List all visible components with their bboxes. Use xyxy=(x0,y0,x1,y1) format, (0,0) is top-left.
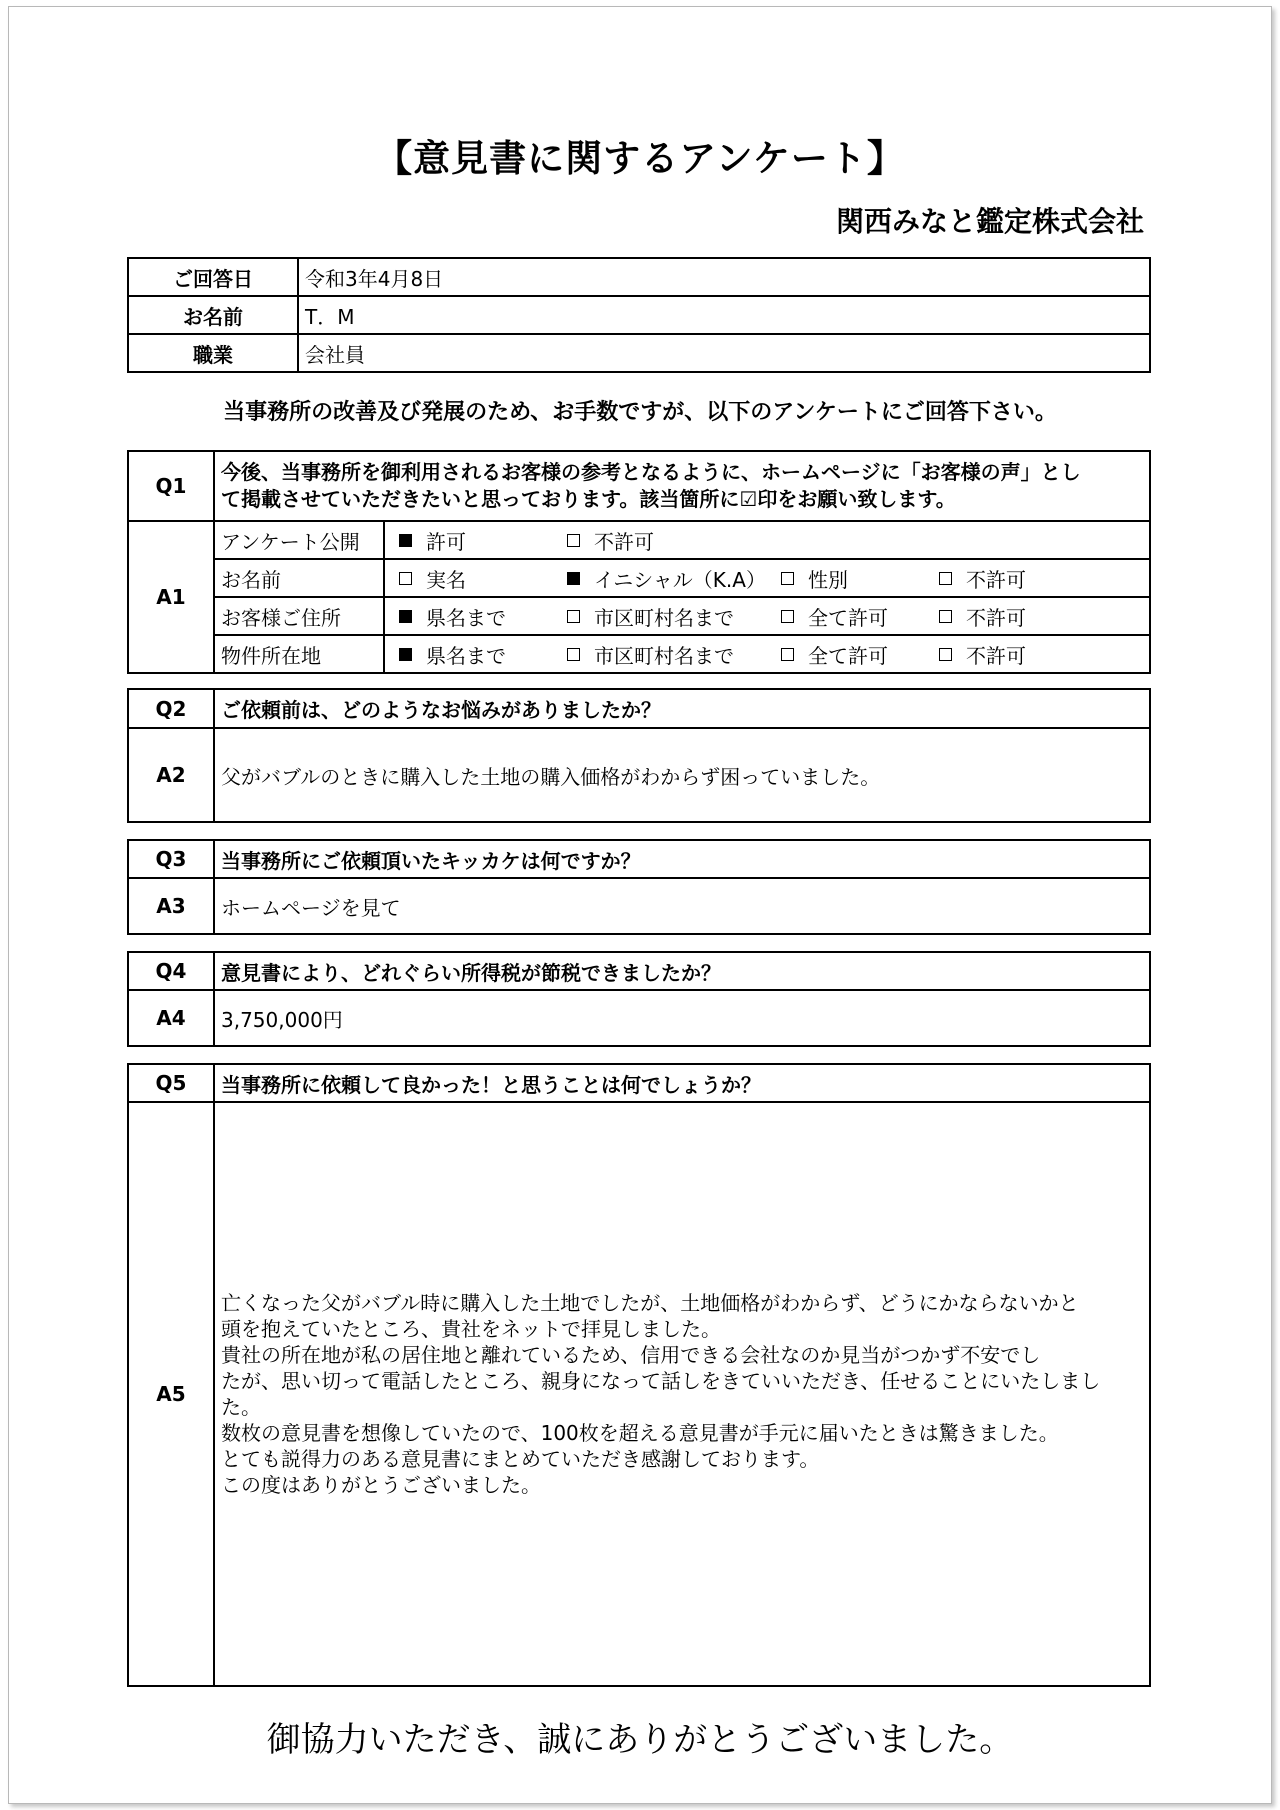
a1-option xyxy=(567,602,734,631)
q3-table xyxy=(127,839,1151,935)
q2-question: ご依頼前は、どのようなお悩みがありましたか？ xyxy=(214,689,1150,728)
a1-option xyxy=(939,602,1026,631)
q1-question-line2: て掲載させていただきたいと思っております。該当箇所に☑印をお願い致します。 xyxy=(221,487,956,511)
a1-row-name: お客様ご住所 xyxy=(214,597,384,635)
a1-option xyxy=(399,564,466,593)
a2-label: A2 xyxy=(128,728,214,822)
a1-option xyxy=(781,564,848,593)
a1-option-label: 市区町村名まで xyxy=(594,643,734,668)
a1-option xyxy=(939,564,1026,593)
q2-table xyxy=(127,688,1151,823)
q1-label: Q1 xyxy=(128,451,214,521)
q1-question-line1: 今後、当事務所を御利用されるお客様の参考となるように、ホームページに「お客様の声」とし xyxy=(221,460,1081,484)
unchecked-box-icon xyxy=(939,572,952,585)
unchecked-box-icon xyxy=(781,572,794,585)
a1-option xyxy=(939,640,1026,669)
unchecked-box-icon xyxy=(939,610,952,623)
q5-label: Q5 xyxy=(128,1064,214,1102)
a1-option xyxy=(399,526,466,555)
a1-option xyxy=(399,602,506,631)
checked-box-icon xyxy=(399,648,412,661)
a1-row-options xyxy=(384,635,1150,673)
a1-label: A1 xyxy=(128,521,214,673)
a1-option xyxy=(567,526,654,555)
a1-option-label: 全て許可 xyxy=(808,605,888,630)
checked-box-icon xyxy=(567,572,580,585)
a1-option-label: イニシャル（K.A） xyxy=(594,567,766,592)
intro-text: 当事務所の改善及び発展のため、お手数ですが、以下のアンケートにご回答下さい。 xyxy=(223,400,1057,425)
a1-row-name: お名前 xyxy=(214,559,384,597)
unchecked-box-icon xyxy=(567,534,580,547)
a1-option xyxy=(567,640,734,669)
a5-answer-line: た。 xyxy=(221,1395,261,1419)
a5-answer-line: たが、思い切って電話したところ、親身になって話しをきていいただき、任せることにいたしまし xyxy=(221,1369,1101,1393)
a1-option-label: 許可 xyxy=(426,529,466,554)
q2-label: Q2 xyxy=(128,689,214,728)
a5-answer-line: とても説得力のある意見書にまとめていただき感謝しております。 xyxy=(221,1447,820,1471)
q4-table xyxy=(127,951,1151,1047)
unchecked-box-icon xyxy=(781,648,794,661)
a1-option-label: 不許可 xyxy=(594,529,654,554)
unchecked-box-icon xyxy=(567,648,580,661)
a1-option-label: 県名まで xyxy=(426,643,506,668)
a2-answer: 父がバブルのときに購入した土地の購入価格がわからず困っていました。 xyxy=(214,728,1150,822)
a1-option xyxy=(399,640,506,669)
a3-answer: ホームページを見て xyxy=(214,878,1150,934)
a1-option xyxy=(567,564,766,593)
date-value: 令和3年4月8日 xyxy=(298,258,1150,296)
a1-option-label: 市区町村名まで xyxy=(594,605,734,630)
a1-option xyxy=(781,640,888,669)
unchecked-box-icon xyxy=(781,610,794,623)
a1-row-options xyxy=(384,559,1150,597)
q3-question: 当事務所にご依頼頂いたキッカケは何ですか？ xyxy=(214,840,1150,878)
a5-label: A5 xyxy=(128,1102,214,1686)
a3-label: A3 xyxy=(128,878,214,934)
respondent-info-table xyxy=(127,257,1151,373)
unchecked-box-icon xyxy=(939,648,952,661)
q5-table xyxy=(127,1063,1151,1687)
a5-answer-line: この度はありがとうございました。 xyxy=(221,1473,541,1497)
unchecked-box-icon xyxy=(567,610,580,623)
a1-option-label: 不許可 xyxy=(966,605,1026,630)
a5-answer-line: 貴社の所在地が私の居住地と離れているため、信用できる会社なのか見当がつかず不安でし xyxy=(221,1343,1041,1367)
page-title: 【意見書に関するアンケート】 xyxy=(375,137,905,180)
a5-answer-line: 数枚の意見書を想像していたので、100枚を超える意見書が手元に届いたときは驚きました。 xyxy=(221,1421,1059,1445)
checked-box-icon xyxy=(399,534,412,547)
a4-label: A4 xyxy=(128,990,214,1046)
a5-answer-line: 頭を抱えていたところ、貴社をネットで拝見しました。 xyxy=(221,1317,721,1341)
checked-box-icon xyxy=(399,610,412,623)
a5-answer-line: 亡くなった父がバブル時に購入した土地でしたが、土地価格がわからず、どうにかならないかと xyxy=(221,1291,1079,1315)
a1-option xyxy=(781,602,888,631)
q4-question: 意見書により、どれぐらい所得税が節税できましたか？ xyxy=(214,952,1150,990)
job-value: 会社員 xyxy=(298,334,1150,372)
job-label: 職業 xyxy=(128,334,298,372)
q3-label: Q3 xyxy=(128,840,214,878)
a5-answer xyxy=(214,1102,1150,1686)
company-name: 関西みなと鑑定株式会社 xyxy=(835,205,1144,238)
date-label: ご回答日 xyxy=(128,258,298,296)
q5-question: 当事務所に依頼して良かった！と思うことは何でしょうか？ xyxy=(214,1064,1150,1102)
unchecked-box-icon xyxy=(399,572,412,585)
a1-row-name: 物件所在地 xyxy=(214,635,384,673)
q1-table xyxy=(127,450,1151,674)
a1-row-options xyxy=(384,597,1150,635)
q1-question xyxy=(214,451,1150,521)
a1-row-name: アンケート公開 xyxy=(214,521,384,559)
a1-option-label: 性別 xyxy=(808,567,848,592)
a1-row-options xyxy=(384,521,1150,559)
a1-option-label: 実名 xyxy=(426,567,466,592)
name-value: T．M xyxy=(298,296,1150,334)
a4-answer: 3,750,000円 xyxy=(214,990,1150,1046)
footer-thanks: 御協力いただき、誠にありがとうございました。 xyxy=(266,1720,1014,1760)
name-label: お名前 xyxy=(128,296,298,334)
a1-option-label: 不許可 xyxy=(966,567,1026,592)
a1-option-label: 県名まで xyxy=(426,605,506,630)
q4-label: Q4 xyxy=(128,952,214,990)
a1-option-label: 不許可 xyxy=(966,643,1026,668)
a1-option-label: 全て許可 xyxy=(808,643,888,668)
